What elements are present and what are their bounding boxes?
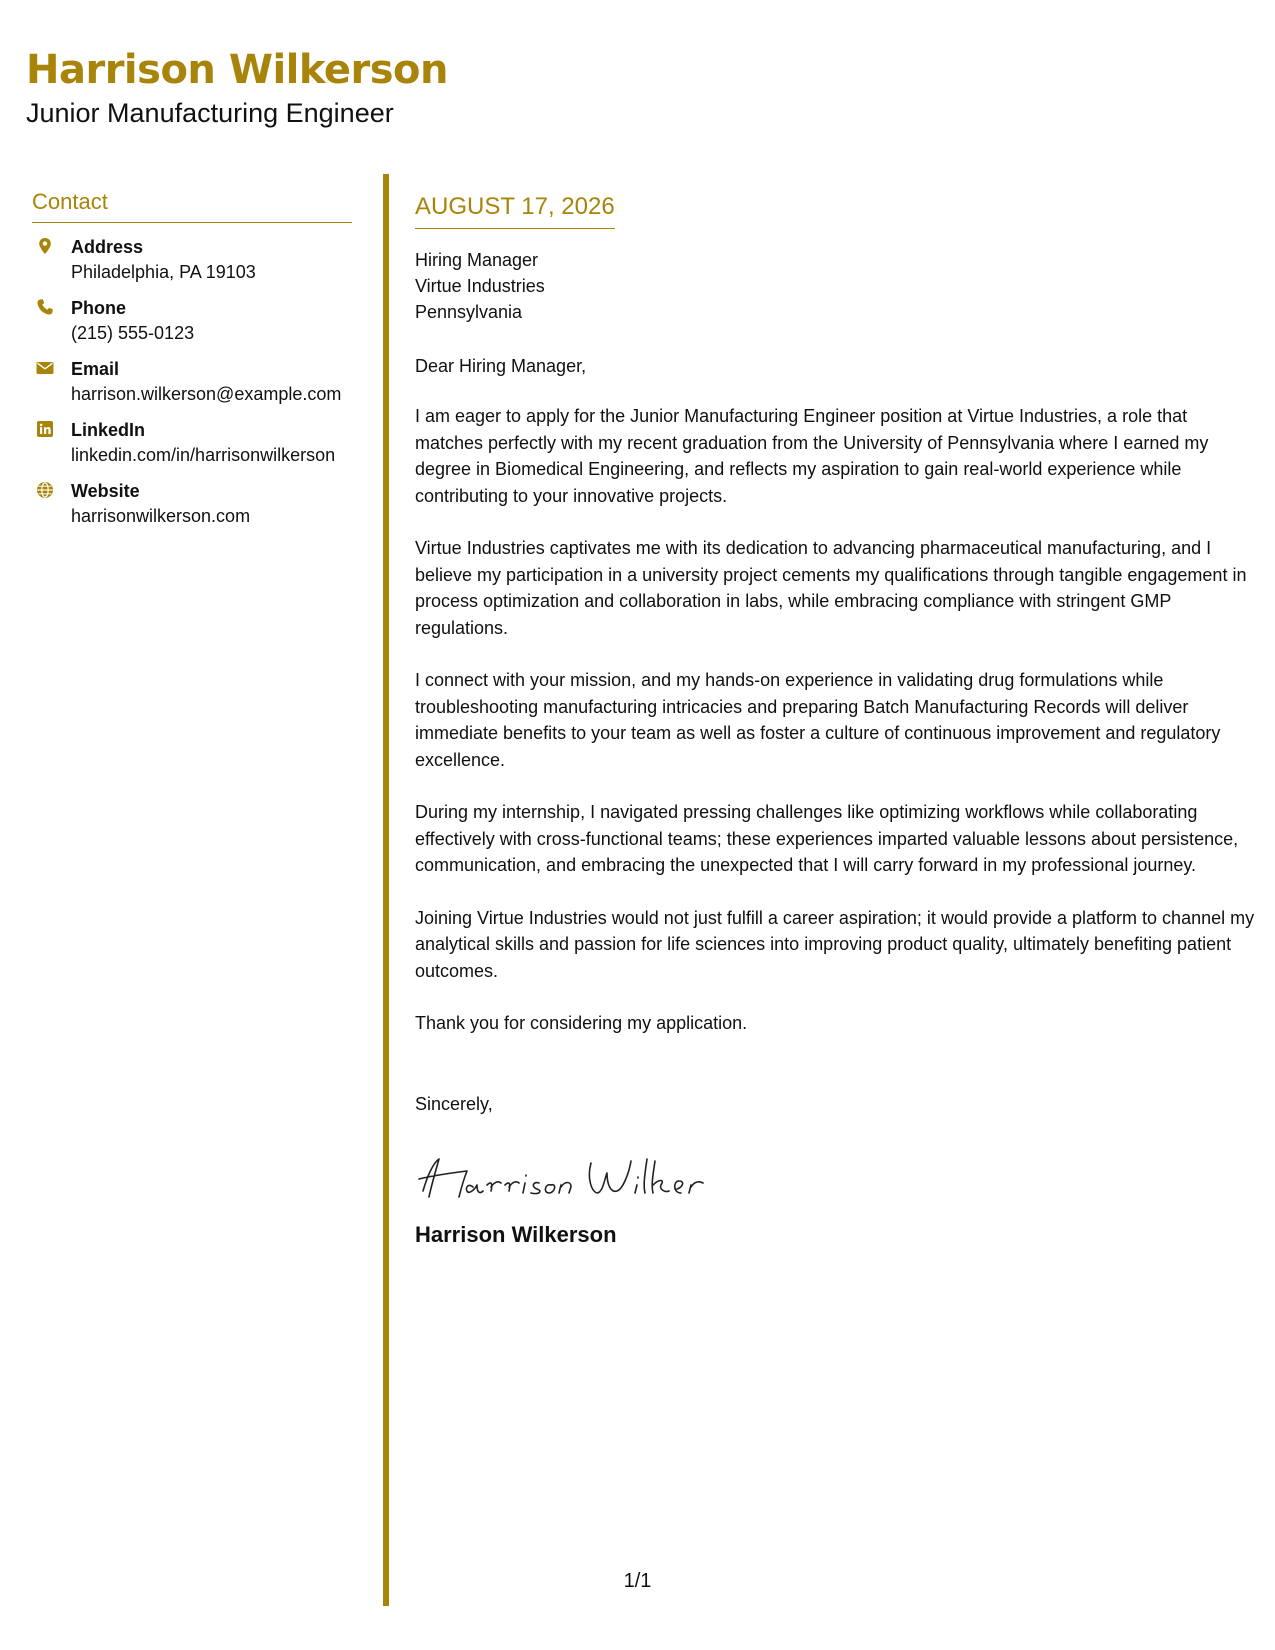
contact-label: Address	[71, 237, 144, 257]
contact-value[interactable]: harrison.wilkerson@example.com	[71, 384, 342, 404]
page-number: 1/1	[623, 1570, 652, 1592]
contact-heading: Contact	[32, 188, 352, 223]
signer-name: Harrison Wilkerson	[415, 1221, 617, 1247]
recipient-line: Virtue Industries	[415, 276, 545, 296]
letter-body	[415, 192, 1255, 1249]
map-pin-icon	[36, 237, 54, 255]
letter-paragraph: During my internship, I navigated pressing challenges like optimizing workflows while collaborating effectively with cross-functional teams; these experiences imparted valuable lessons about persistence, communication, and embracing the unexpected that I will carry forward in my professional journey.	[415, 802, 1239, 875]
contact-value[interactable]: harrisonwilkerson.com	[71, 506, 251, 526]
letter-date: AUGUST 17, 2026	[415, 192, 615, 229]
recipient-block	[415, 247, 1255, 325]
letter-paragraph: I connect with your mission, and my hands-on experience in validating drug formulations while troubleshooting manufacturing intricacies and preparing Batch Manufacturing Records will deliver immediate benefits to your team as well as foster a culture of continuous improvement and regulatory excellence.	[415, 670, 1221, 770]
contact-item-phone	[32, 296, 352, 346]
contact-label: Phone	[71, 298, 127, 318]
linkedin-icon	[36, 420, 54, 438]
contact-label: Email	[71, 359, 120, 379]
globe-icon	[36, 481, 54, 499]
recipient-line: Pennsylvania	[415, 302, 523, 322]
envelope-icon	[36, 359, 54, 377]
contact-sidebar	[32, 188, 352, 540]
closing: Sincerely,	[415, 1093, 493, 1114]
contact-item-linkedin	[32, 418, 352, 468]
candidate-name: Harrison Wilkerson	[26, 47, 449, 93]
recipient-line: Hiring Manager	[415, 250, 539, 270]
contact-label: LinkedIn	[71, 420, 146, 440]
job-title: Junior Manufacturing Engineer	[26, 98, 394, 128]
contact-label: Website	[71, 481, 140, 501]
vertical-divider	[383, 174, 389, 1606]
salutation: Dear Hiring Manager,	[415, 356, 587, 376]
contact-item-website	[32, 479, 352, 529]
contact-value[interactable]: linkedin.com/in/harrisonwilkerson	[71, 445, 336, 465]
contact-item-address	[32, 235, 352, 285]
letter-paragraph: Joining Virtue Industries would not just fulfill a career aspiration; it would provide a platform to channel my analytical skills and passion for life sciences into improving product quality, ultimately benefiting patient outcomes.	[415, 907, 1255, 981]
contact-item-email	[32, 357, 352, 407]
letter-paragraph: Virtue Industries captivates me with its dedication to advancing pharmaceutical manufacturing, and I believe my participation in a university project cements my qualifications through tangible engagement in process optimization and collaboration in labs, while embracing compliance with stringent GMP regulations.	[415, 538, 1247, 638]
phone-icon	[36, 298, 54, 316]
contact-value: (215) 555-0123	[71, 323, 195, 343]
document-header	[26, 44, 448, 130]
handwritten-signature	[415, 1147, 1255, 1207]
contact-value: Philadelphia, PA 19103	[71, 262, 256, 282]
letter-paragraph: Thank you for considering my application.	[415, 1013, 748, 1033]
letter-paragraph: I am eager to apply for the Junior Manufacturing Engineer position at Virtue Industries, a role that matches perfectly with my recent graduation from the University of Pennsylvania where I earned my degree in Biomedical Engineering, and reflects my aspiration to gain real-world experience while contributing to your innovative projects.	[415, 406, 1209, 506]
